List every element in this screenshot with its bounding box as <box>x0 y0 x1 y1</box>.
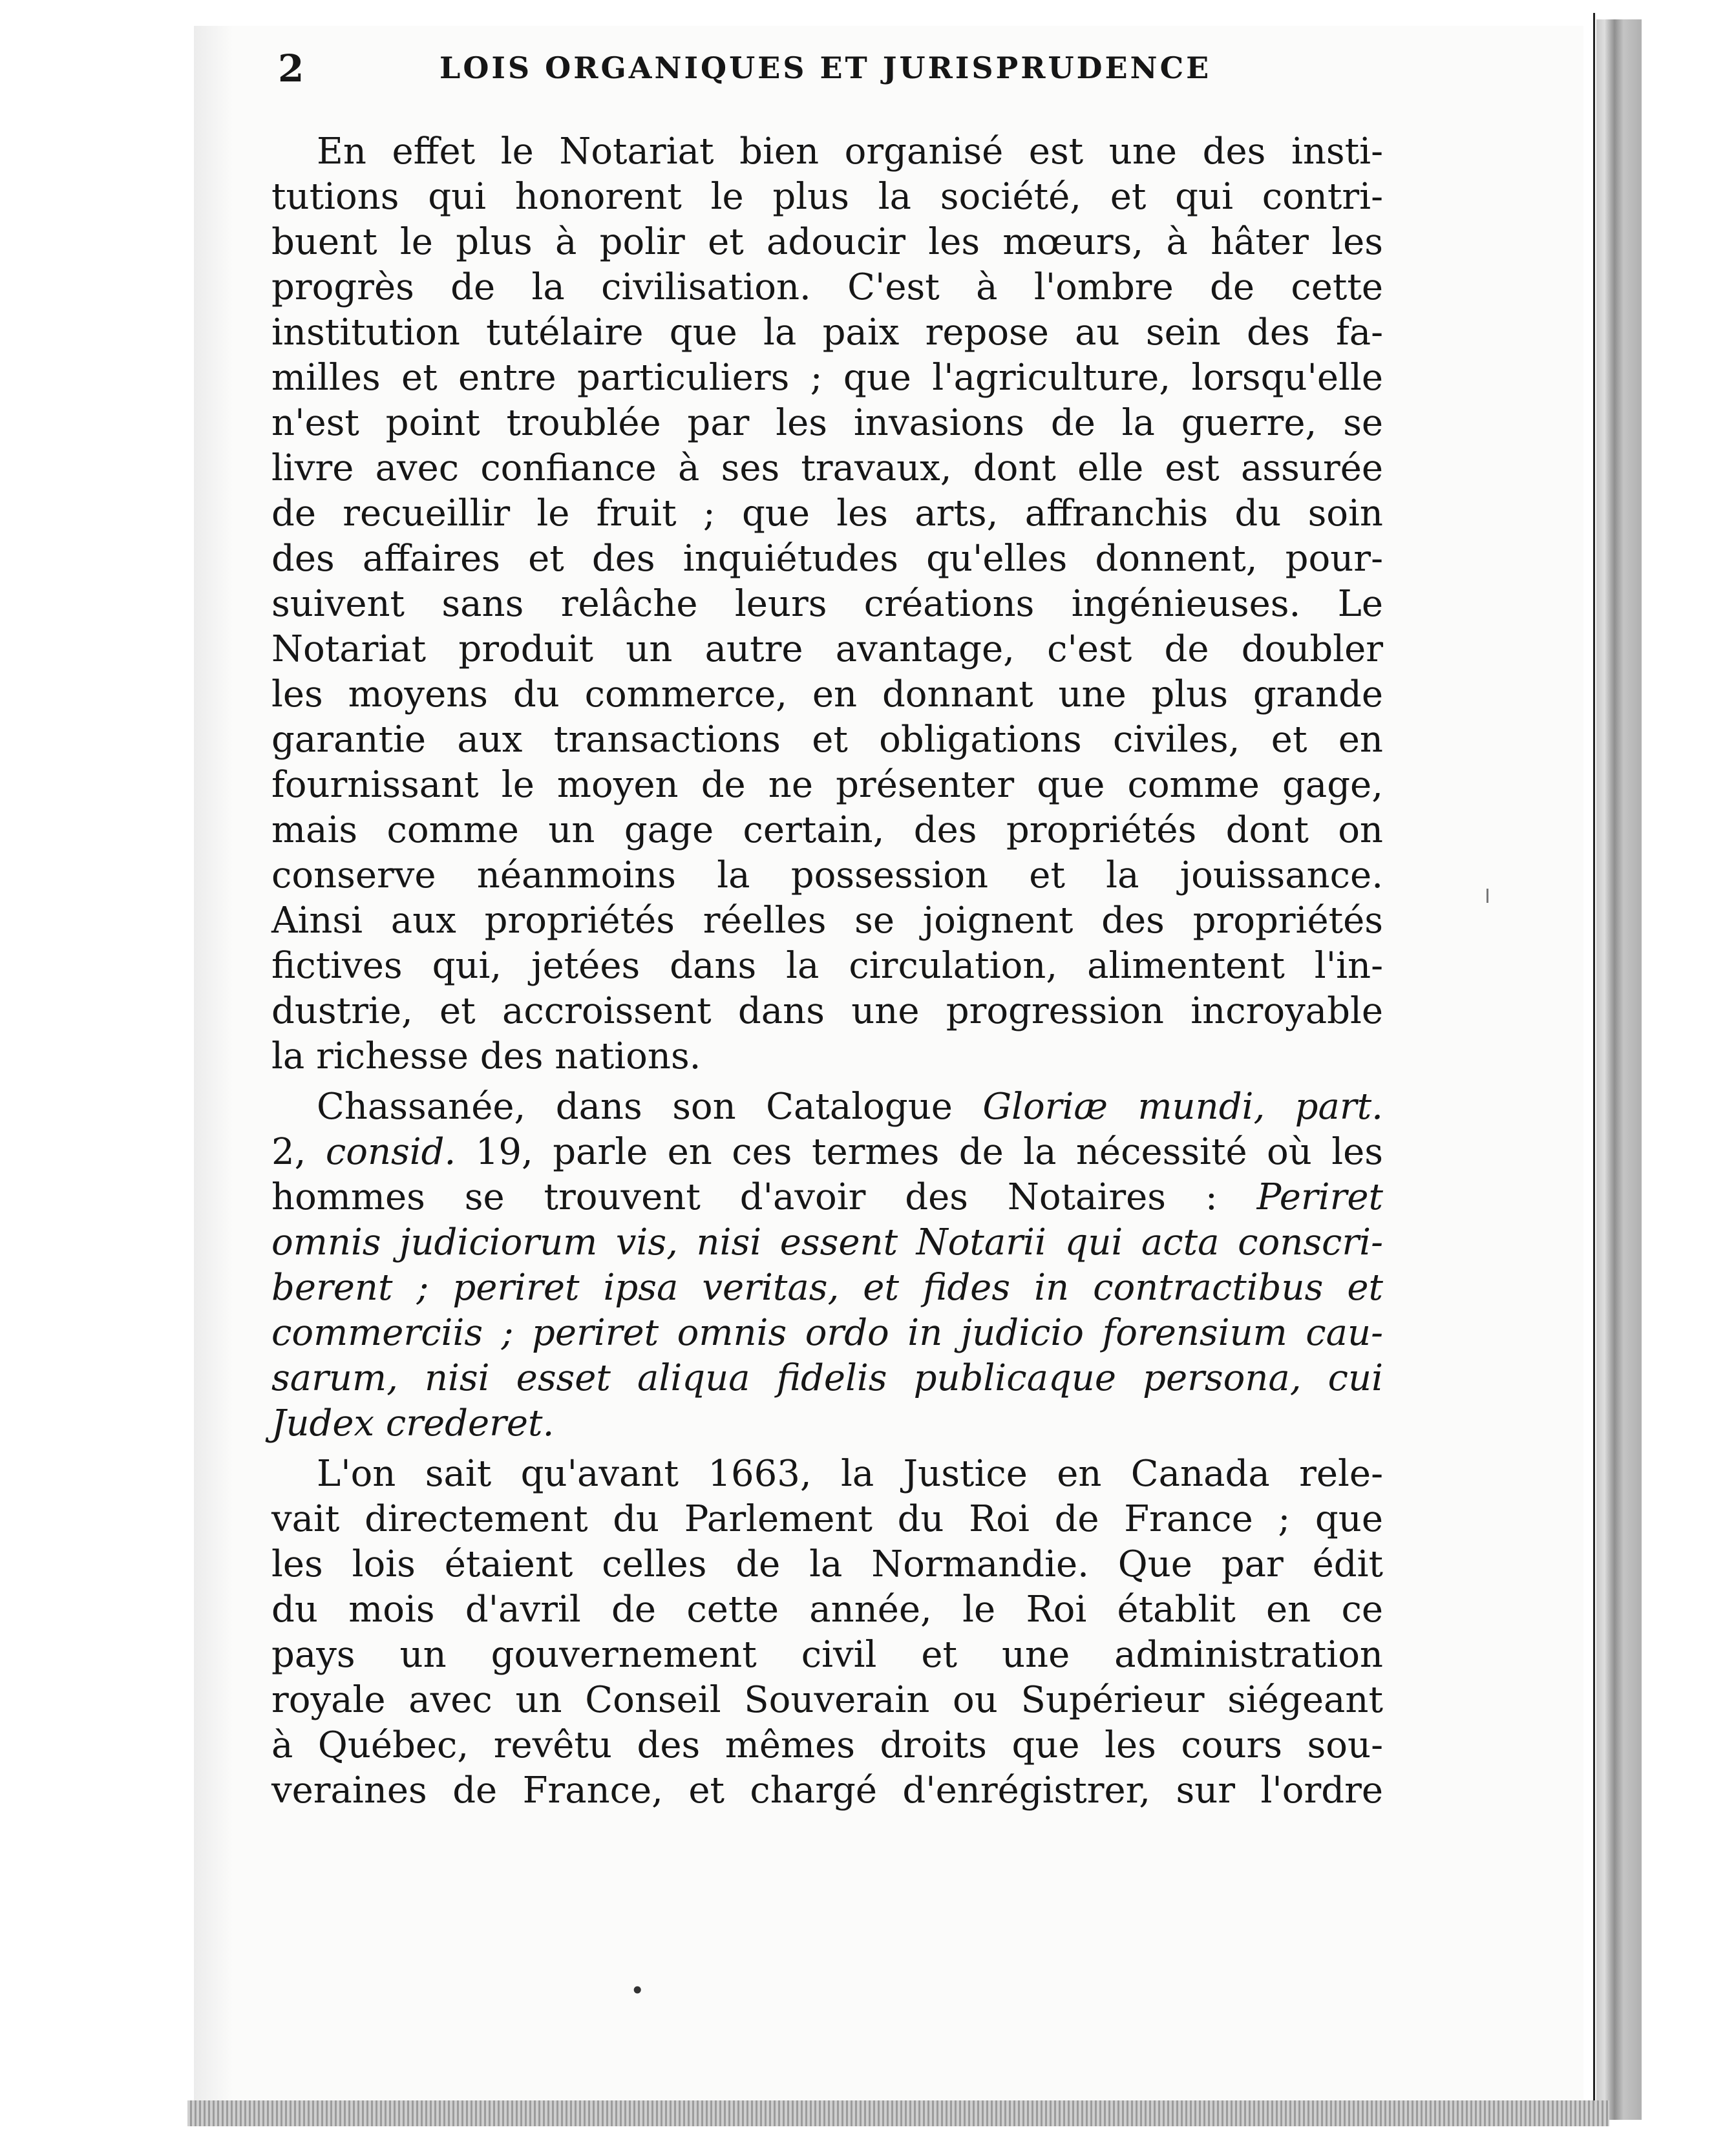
text-line: n'est point troublée par les invasions de la guerre, se <box>271 402 1383 444</box>
text-line: dustrie, et accroissent dans une progression incroyable <box>271 990 1383 1032</box>
text-line: institution tutélaire que la paix repose au sein des fa- <box>271 312 1383 354</box>
bottom-scan-edge <box>187 2100 1609 2126</box>
book-edge-strip <box>1596 19 1642 2120</box>
italic-title: Gloriæ mundi, part. <box>982 1086 1383 1128</box>
footer-mark: • <box>630 1976 645 2005</box>
text-line: buent le plus à polir et adoucir les mœurs, à hâter les <box>271 221 1383 263</box>
text-line <box>271 1084 1383 1130</box>
page-shadow <box>194 26 233 2107</box>
italic-run: Periret <box>1256 1176 1383 1218</box>
text-run: Chassanée, dans son Catalogue <box>317 1086 983 1128</box>
text-line: de recueillir le fruit ; que les arts, affranchis du soin <box>271 492 1383 534</box>
text-line: pays un gouvernement civil et une administration <box>271 1634 1383 1676</box>
running-title: LOIS ORGANIQUES ET JURISPRUDENCE <box>439 50 1212 85</box>
text-line: des affaires et des inquiétudes qu'elles donnent, pour- <box>271 538 1383 580</box>
text-run: hommes se trouvent d'avoir des Notaires : <box>271 1176 1257 1218</box>
text-line: livre avec confiance à ses travaux, dont elle est assurée <box>271 447 1383 489</box>
text-run: 19, parle en ces termes de la nécessité où les <box>456 1131 1384 1173</box>
body-text <box>271 129 1383 1813</box>
paragraph-1 <box>271 129 1383 1079</box>
text-line <box>271 1130 1383 1175</box>
text-line: conserve néanmoins la possession et la jouissance. <box>271 854 1383 896</box>
text-line: la richesse des nations. <box>271 1035 701 1077</box>
text-line: milles et entre particuliers ; que l'agriculture, lorsqu'elle <box>271 357 1383 399</box>
text-line: mais comme un gage certain, des propriétés dont on <box>271 809 1383 851</box>
latin-quote-line: omnis judiciorum vis, nisi essent Notarii qui acta conscri- <box>271 1221 1383 1263</box>
text-line: fictives qui, jetées dans la circulation, alimentent l'in- <box>271 945 1383 987</box>
text-line: Notariat produit un autre avantage, c'est de doubler <box>271 628 1383 670</box>
text-line: royale avec un Conseil Souverain ou Supérieur siégeant <box>271 1679 1383 1721</box>
text-run: 2, <box>271 1131 326 1173</box>
text-line: L'on sait qu'avant 1663, la Justice en Canada rele- <box>317 1453 1383 1495</box>
latin-quote-line: commerciis ; periret omnis ordo in judicio forensium cau- <box>271 1312 1383 1354</box>
text-line: progrès de la civilisation. C'est à l'ombre de cette <box>271 266 1383 308</box>
running-head <box>271 45 1390 97</box>
text-line: du mois d'avril de cette année, le Roi établit en ce <box>271 1589 1383 1631</box>
text-line: Ainsi aux propriétés réelles se joignent des propriétés <box>271 900 1383 942</box>
latin-quote-line: berent ; periret ipsa veritas, et fides in contractibus et <box>271 1267 1383 1309</box>
page-number: 2 <box>278 47 306 90</box>
text-line: garantie aux transactions et obligations civiles, et en <box>271 719 1383 761</box>
latin-quote-line: sarum, nisi esset aliqua fidelis publicaque persona, cui <box>271 1357 1383 1399</box>
paragraph-2 <box>271 1084 1383 1446</box>
text-line: veraines de France, et chargé d'enrégistrer, sur l'ordre <box>271 1770 1383 1812</box>
paragraph-3 <box>271 1452 1383 1813</box>
page-edge-line <box>1593 13 1595 2126</box>
text-line: vait directement du Parlement du Roi de France ; que <box>271 1498 1383 1540</box>
text-line <box>271 1175 1383 1220</box>
text-line: les lois étaient celles de la Normandie. Que par édit <box>271 1543 1383 1585</box>
text-line: suivent sans relâche leurs créations ingénieuses. Le <box>271 583 1383 625</box>
italic-run: consid. <box>325 1131 456 1173</box>
text-line: tutions qui honorent le plus la société, et qui contri- <box>271 176 1383 218</box>
text-line: fournissant le moyen de ne présenter que comme gage, <box>271 764 1383 806</box>
text-line: En effet le Notariat bien organisé est une des insti- <box>317 131 1383 173</box>
text-line: à Québec, revêtu des mêmes droits que les cours sou- <box>271 1724 1383 1766</box>
text-line: les moyens du commerce, en donnant une plus grande <box>271 673 1383 715</box>
latin-quote-line: Judex crederet. <box>271 1402 555 1444</box>
margin-mark <box>1487 889 1488 903</box>
